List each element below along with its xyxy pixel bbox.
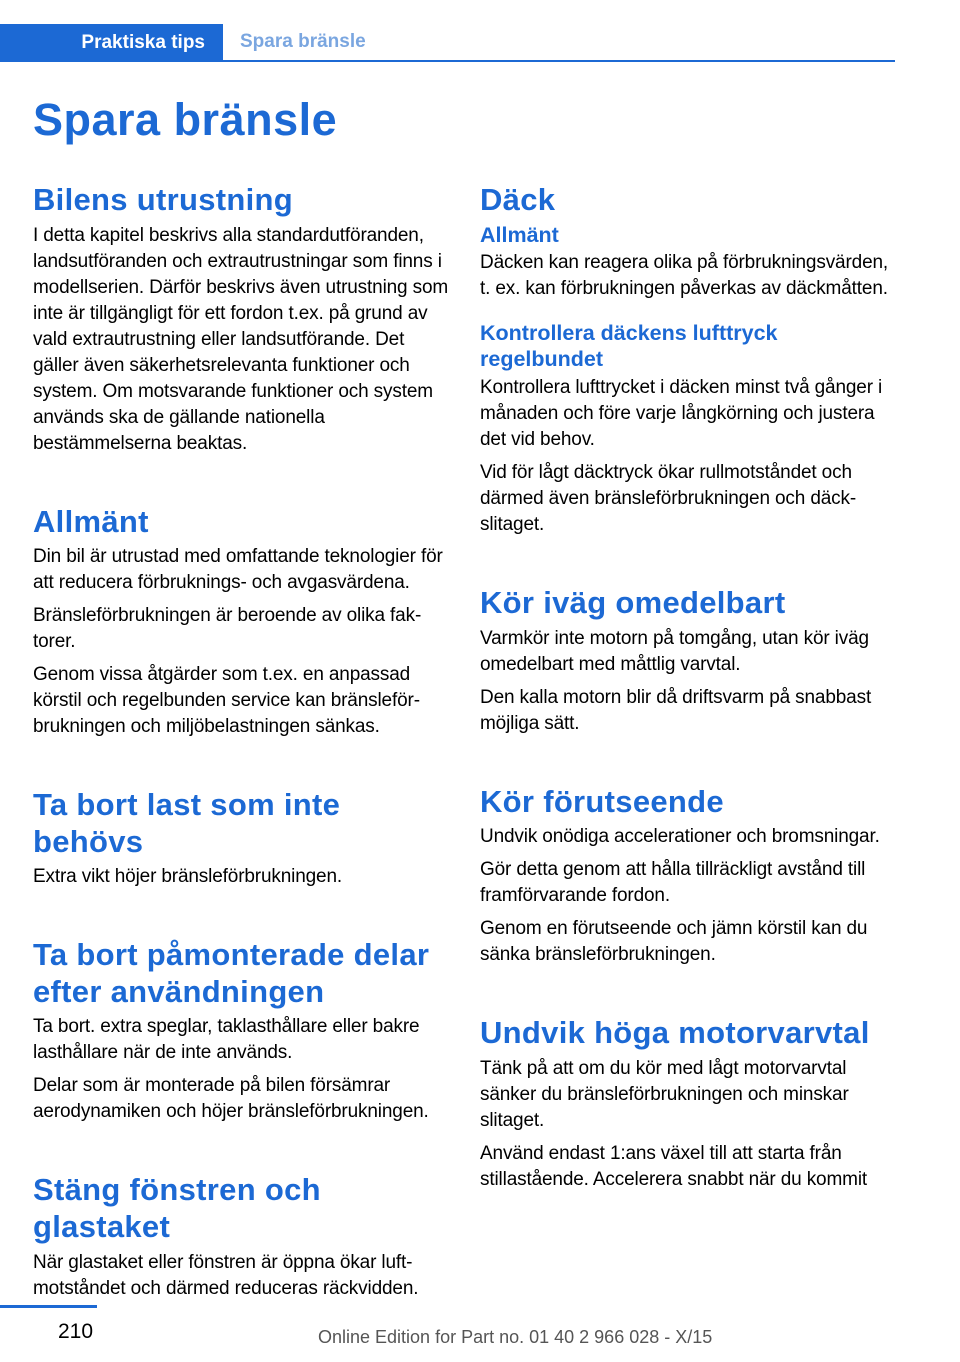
tab-praktiska-tips[interactable]: Praktiska tips [0,24,223,62]
chapter-header [0,24,895,62]
tab-spara-bransle[interactable]: Spara bränsle [240,31,366,52]
paragraph: Tänk på att om du kör med lågt motorvarvtal sänker du bränsleförbrukningen och minskar slitaget. [480,1057,849,1131]
paragraph: Varmkör inte motorn på tomgång, utan kör iväg omedelbart med måttlig varvtal. [480,627,869,675]
paragraph: Gör detta genom att hålla tillräckligt avstånd till framförvarande fordon. [480,859,866,907]
paragraph: Din bil är utrustad med omfattande teknologier för att reducera förbruknings- och avgasvärdena. [33,546,443,594]
edition-text: Online Edition for Part no. 01 40 2 966 028 - X/15 [318,1327,713,1347]
paragraph: Genom en förutseende och jämn körstil kan du sänka bränsleförbrukningen. [480,918,868,966]
left-column [33,182,451,1309]
paragraph: Bränsleförbrukningen är beroende av olika faktorer. [33,605,422,653]
subheading-allmant: Allmänt [480,222,559,247]
paragraph: I detta kapitel beskrivs alla standardutföranden, landsutföranden och extrautrustningar som finns i modellserien. Därför beskrivs även utrustning som inte är tillgängligt för ett fordon t.ex. på grund av vald extrautrustning eller landsutförande. Det gäller även säkerhetsrelevanta funktioner och system. Om motsvarande funktioner och system används ska de gällande nationella bestämmelserna beaktas. [33,224,449,454]
page-number: 210 [58,1320,94,1343]
paragraph: Genom vissa åtgärder som t.ex. en anpassad körstil och regelbunden service kan bränsleförbrukningen och miljöbelastningen sänkas. [33,664,421,738]
heading-ta-bort-last: Ta bort last som inte behövs [33,787,341,859]
page-title: Spara bränsle [33,94,338,145]
footer-rule [0,1305,97,1308]
paragraph: Däcken kan reagera olika på förbrukningsvärden, t. ex. kan förbrukningen påverkas av däckmåtten. [480,252,889,300]
heading-bilens-utrustning: Bilens utrustning [33,182,293,217]
heading-allmant: Allmänt [33,503,149,539]
heading-kor-ivag-omedelbart: Kör iväg omedelbart [480,584,786,620]
paragraph: Undvik onödiga accelerationer och bromsningar. [480,826,880,848]
paragraph: Den kalla motorn blir då driftsvarm på snabbast möjliga sätt. [480,686,872,734]
paragraph: Använd endast 1:ans växel till att starta från stillastående. Accelerera snabbt när du kommit [480,1142,868,1190]
heading-kor-forutseende: Kör förutseende [480,783,724,819]
paragraph: När glastaket eller fönstren är öppna ökar luftmotståndet och därmed reduceras räckvidden. [33,1251,419,1299]
heading-undvik-hoga-motorvarvtal: Undvik höga motorvarvtal [480,1015,870,1051]
paragraph: Delar som är monterade på bilen försämrar aerodynamiken och höjer bränsleförbrukningen. [33,1075,429,1123]
paragraph: Vid för lågt däcktryck ökar rullmotståndet och därmed även bränsleförbrukningen och däckslitaget. [480,461,857,535]
heading-ta-bort-pamonterade-delar: Ta bort påmonterade delar efter användningen [33,937,430,1009]
heading-dack: Däck [480,182,556,217]
right-column [480,182,898,1200]
paragraph: Extra vikt höjer bränsleförbrukningen. [33,866,343,888]
heading-stang-fonstren: Stäng fönstren och glastaket [33,1172,321,1245]
paragraph: Ta bort. extra speglar, taklasthållare eller bakre lasthållare när de inte används. [33,1016,420,1064]
header-rule [0,60,895,62]
subheading-kontrollera-lufttryck: Kontrollera däckens lufttryck regelbundet [480,321,778,372]
paragraph: Kontrollera lufttrycket i däcken minst två gånger i månaden och före varje långkörning och justera det vid behov. [480,376,883,450]
